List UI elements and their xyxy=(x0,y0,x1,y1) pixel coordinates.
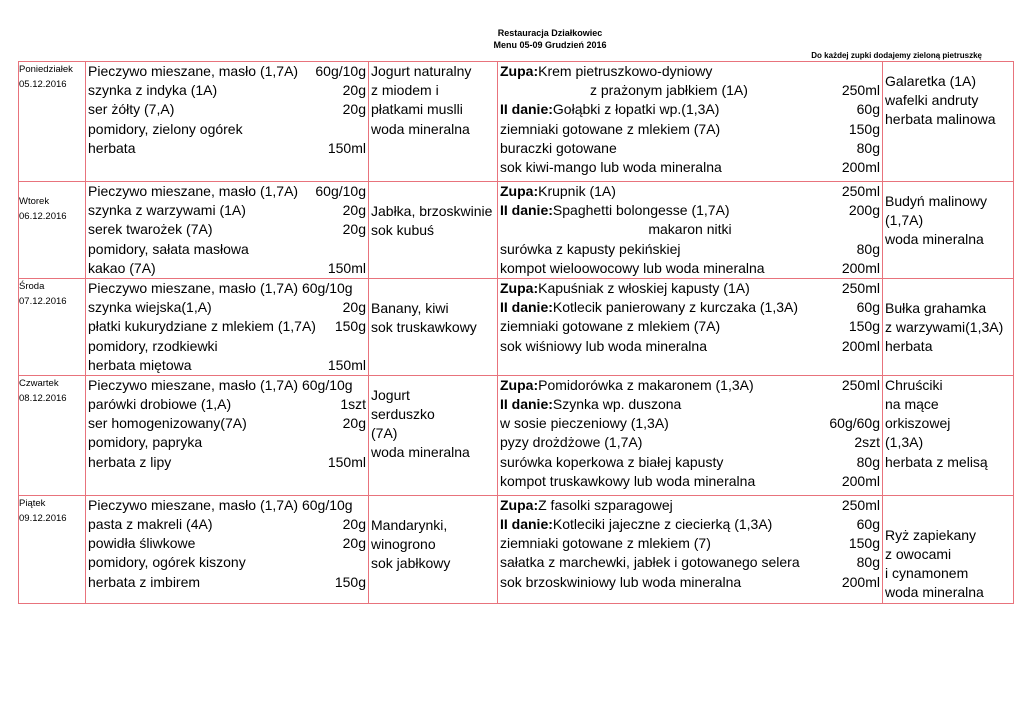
breakfast-item-text: Pieczywo mieszane, masło (1,7A) xyxy=(88,63,299,79)
snack-cell xyxy=(369,278,498,375)
snack-item-text: sok jabłkowy xyxy=(371,555,451,572)
breakfast-item-text: szynka wiejska(1,A) xyxy=(88,299,212,316)
breakfast-item-text: herbata miętowa xyxy=(88,356,192,373)
soup-label: Zupa: xyxy=(500,376,539,393)
snack-item xyxy=(369,81,497,100)
snack-item xyxy=(369,516,497,535)
breakfast-item-text: pasta z makreli (4A) xyxy=(88,516,213,533)
dessert-item xyxy=(883,110,1013,129)
snack-item-text: winogrono xyxy=(371,536,436,553)
soup-line-text: Pomidorówka z makaronem (1,3A) xyxy=(538,376,754,393)
dessert-item-text: z owocami xyxy=(885,546,952,563)
dessert-item xyxy=(883,72,1013,91)
soup-line-amount: 250ml xyxy=(841,496,880,513)
snack-item-text: płatkami muslli xyxy=(371,101,463,118)
dessert-item-text: Budyń malinowy xyxy=(885,193,987,209)
side-item-text: ziemniaki gotowane z mlekiem (7) xyxy=(500,535,711,552)
dessert-item xyxy=(883,91,1013,110)
side-item-text: kompot wieloowocowy lub woda mineralna xyxy=(500,259,765,276)
snack-item xyxy=(369,221,497,240)
breakfast-item xyxy=(86,395,368,414)
breakfast-item-amount: 20g xyxy=(342,221,366,238)
breakfast-item-amount: 20g xyxy=(342,299,366,316)
side-item-amount: 200ml xyxy=(841,259,880,276)
side-item-amount: 150g xyxy=(848,318,880,335)
side-item-text: kompot truskawkowy lub woda mineralna xyxy=(500,472,756,489)
day-name: Środa xyxy=(19,280,45,292)
breakfast-item-text: pomidory, ogórek kiszony xyxy=(88,554,246,571)
soup-label: Zupa: xyxy=(500,496,539,513)
breakfast-cell xyxy=(86,375,369,495)
snack-item xyxy=(369,318,497,337)
side-item-amount: 80g xyxy=(856,139,880,156)
dessert-item-text: Galaretka (1A) xyxy=(885,73,977,89)
soup-line-text: Krem pietruszkowo-dyniowy xyxy=(538,63,713,79)
main-course-label: II danie: xyxy=(500,202,553,219)
dessert-item-text: Ryż zapiekany xyxy=(885,526,977,543)
parsley-note: Do każdej zupki dodajemy zieloną pietruszkę xyxy=(811,51,982,60)
breakfast-item xyxy=(86,553,368,572)
snack-item xyxy=(369,100,497,119)
breakfast-item-amount: 20g xyxy=(342,535,366,552)
snack-item-text: (7A) xyxy=(371,425,398,442)
breakfast-item xyxy=(86,259,368,278)
restaurant-name: Restauracja Działkowiec xyxy=(497,28,603,38)
breakfast-item-amount: 1szt xyxy=(340,396,366,413)
soup-line-2-amount: 250ml xyxy=(841,82,880,99)
breakfast-item-amount: 150g xyxy=(334,318,366,335)
side-item xyxy=(498,259,882,278)
dessert-item xyxy=(883,545,1013,564)
soup-line-text: Krupnik (1A) xyxy=(538,183,616,199)
day-date: 09.12.2016 xyxy=(19,512,67,524)
side-item-amount: 150g xyxy=(848,535,880,552)
weekly-menu-table xyxy=(18,61,1014,604)
dessert-item xyxy=(883,192,1013,211)
breakfast-item-amount: 20g xyxy=(342,82,366,99)
dessert-item xyxy=(883,433,1013,452)
side-item xyxy=(498,553,882,572)
breakfast-item-text: pomidory, papryka xyxy=(88,434,203,451)
dessert-item-text: woda mineralna xyxy=(885,231,984,248)
main-course-line-text: Kotlecik panierowany z kurczaka (1,3A) xyxy=(552,299,799,316)
main-course-label: II danie: xyxy=(500,299,553,316)
day-date: 08.12.2016 xyxy=(19,392,67,404)
snack-item xyxy=(369,535,497,554)
snack-item xyxy=(369,120,497,139)
snack-item-text: Mandarynki, xyxy=(371,516,448,533)
side-item-amount: 200ml xyxy=(841,573,880,590)
soup-line-amount: 250ml xyxy=(841,183,880,199)
breakfast-cell xyxy=(86,278,369,375)
snack-item xyxy=(369,443,497,462)
main-course-line xyxy=(498,298,882,317)
dessert-item-text: z warzywami(1,3A) xyxy=(885,319,1004,336)
lunch-cell xyxy=(498,182,883,279)
breakfast-item xyxy=(86,139,368,158)
dessert-item-text: (1,7A) xyxy=(885,212,924,229)
side-item xyxy=(498,139,882,158)
dessert-item xyxy=(883,318,1013,337)
breakfast-item-text: Pieczywo mieszane, masło (1,7A) 60g/10g xyxy=(88,376,353,393)
breakfast-item xyxy=(86,317,368,336)
main-course-line-text: Szynka wp. duszona xyxy=(552,396,682,413)
soup-line-amount: 250ml xyxy=(841,376,880,393)
dessert-cell xyxy=(883,495,1014,603)
side-item xyxy=(498,472,882,491)
breakfast-item-amount: 20g xyxy=(342,101,366,118)
main-course-line-text: Kotleciki jajeczne z ciecierką (1,3A) xyxy=(552,516,773,533)
snack-item-text: Jogurt xyxy=(371,386,410,403)
day-cell xyxy=(19,62,86,182)
day-name: Wtorek xyxy=(19,196,50,207)
breakfast-item xyxy=(86,120,368,139)
dessert-item-text: (1,3A) xyxy=(885,434,924,451)
soup-line-amount: 250ml xyxy=(841,279,880,296)
snack-cell xyxy=(369,495,498,603)
day-row xyxy=(19,62,1014,182)
dessert-item-text: Bułka grahamka xyxy=(885,299,987,316)
day-date: 06.12.2016 xyxy=(19,211,67,222)
day-row xyxy=(19,495,1014,603)
side-item xyxy=(498,120,882,139)
side-item-amount: 80g xyxy=(856,240,880,257)
side-item-amount: 2szt xyxy=(854,434,880,451)
dessert-item xyxy=(883,299,1013,318)
breakfast-item xyxy=(86,220,368,239)
breakfast-item-amount: 150ml xyxy=(327,259,366,276)
dessert-cell xyxy=(883,182,1014,279)
breakfast-item xyxy=(86,201,368,220)
main-course-label: II danie: xyxy=(500,101,553,118)
side-item xyxy=(498,158,882,177)
dessert-item xyxy=(883,376,1013,395)
snack-item xyxy=(369,554,497,573)
soup-line xyxy=(498,62,882,81)
soup-line xyxy=(498,376,882,395)
breakfast-item-amount: 60g/10g xyxy=(315,183,366,199)
main-course-line-text: Spaghetti bolongesse (1,7A) xyxy=(552,202,730,219)
day-cell xyxy=(19,278,86,375)
snack-item-text: sok truskawkowy xyxy=(371,319,477,336)
menu-period: Menu 05-09 Grudzień 2016 xyxy=(493,40,607,50)
snack-item-text: z miodem i xyxy=(371,82,439,99)
day-date: 05.12.2016 xyxy=(19,79,67,90)
breakfast-item-text: parówki drobiowe (1,A) xyxy=(88,396,232,413)
side-item-text: surówka z kapusty pekińskiej xyxy=(500,240,681,257)
breakfast-item-text: ser żółty (7,A) xyxy=(88,101,175,118)
breakfast-item-text: herbata xyxy=(88,139,136,156)
breakfast-item xyxy=(86,298,368,317)
day-cell xyxy=(19,375,86,495)
dessert-cell xyxy=(883,375,1014,495)
breakfast-item xyxy=(86,356,368,375)
soup-line xyxy=(498,496,882,515)
side-item xyxy=(498,573,882,592)
breakfast-item xyxy=(86,414,368,433)
breakfast-item-text: Pieczywo mieszane, masło (1,7A) 60g/10g xyxy=(88,279,353,296)
side-item xyxy=(498,534,882,553)
side-item-amount: 150g xyxy=(848,120,880,137)
breakfast-item-amount: 150ml xyxy=(327,356,366,373)
breakfast-item-amount: 150ml xyxy=(327,139,366,156)
side-item-text: surówka koperkowa z białej kapusty xyxy=(500,453,724,470)
breakfast-item-text: Pieczywo mieszane, masło (1,7A) xyxy=(88,183,299,199)
breakfast-item-text: pomidory, zielony ogórek xyxy=(88,120,243,137)
snack-item-text: woda mineralna xyxy=(371,444,470,461)
breakfast-item xyxy=(86,182,368,201)
breakfast-cell xyxy=(86,182,369,279)
side-item-text: sok wiśniowy lub woda mineralna xyxy=(500,337,707,354)
dessert-item-text: Chruściki xyxy=(885,376,943,393)
breakfast-item-text: pomidory, sałata masłowa xyxy=(88,240,249,257)
side-item-text: pyzy drożdżowe (1,7A) xyxy=(500,434,643,451)
soup-label: Zupa: xyxy=(500,279,539,296)
snack-item xyxy=(369,424,497,443)
side-item xyxy=(498,453,882,472)
soup-line-text: Z fasolki szparagowej xyxy=(538,496,673,513)
breakfast-item xyxy=(86,100,368,119)
dessert-item-text: woda mineralna xyxy=(885,584,984,601)
breakfast-item xyxy=(86,337,368,356)
breakfast-item-amount: 150g xyxy=(334,573,366,590)
breakfast-item-text: ser homogenizowany(7A) xyxy=(88,415,247,432)
dessert-item xyxy=(883,414,1013,433)
snack-cell xyxy=(369,375,498,495)
snack-cell xyxy=(369,62,498,182)
dessert-item-text: herbata xyxy=(885,338,933,355)
breakfast-item-amount: 20g xyxy=(342,415,366,432)
dessert-item xyxy=(883,564,1013,583)
snack-item-text: woda mineralna xyxy=(371,120,470,137)
side-item xyxy=(498,317,882,336)
lunch-cell xyxy=(498,375,883,495)
dessert-item xyxy=(883,583,1013,602)
breakfast-item xyxy=(86,81,368,100)
main-course-line-amount: 60g xyxy=(856,299,880,316)
main-course-label: II danie: xyxy=(500,396,553,413)
main-course-label: II danie: xyxy=(500,516,553,533)
breakfast-item xyxy=(86,496,368,515)
lunch-cell xyxy=(498,62,883,182)
dessert-item-text: orkiszowej xyxy=(885,415,951,432)
breakfast-item-text: herbata z lipy xyxy=(88,453,172,470)
snack-item-text: Jabłka, brzoskwinie xyxy=(371,203,493,219)
snack-item xyxy=(369,405,497,424)
breakfast-item-text: herbata z imbirem xyxy=(88,573,201,590)
main-course-line-amount: 60g xyxy=(856,516,880,533)
main-course-line-amount: 60g xyxy=(856,101,880,118)
snack-item-text: sok kubuś xyxy=(371,222,435,239)
day-date: 07.12.2016 xyxy=(19,295,67,307)
breakfast-item xyxy=(86,279,368,298)
main-course-line-amount: 200g xyxy=(848,202,880,219)
breakfast-item-amount: 20g xyxy=(342,516,366,533)
main-course-line-2 xyxy=(498,220,882,239)
dessert-item-text: i cynamonem xyxy=(885,565,969,582)
breakfast-item-text: Pieczywo mieszane, masło (1,7A) 60g/10g xyxy=(88,496,353,513)
breakfast-item-amount: 60g/10g xyxy=(315,63,366,79)
breakfast-item-amount: 150ml xyxy=(327,453,366,470)
dessert-item-text: herbata z melisą xyxy=(885,453,988,470)
breakfast-item xyxy=(86,534,368,553)
side-item-text: sok kiwi-mango lub woda mineralna xyxy=(500,158,722,175)
side-item-text: ziemniaki gotowane z mlekiem (7A) xyxy=(500,120,721,137)
soup-label: Zupa: xyxy=(500,183,539,199)
side-item-amount: 80g xyxy=(856,554,880,571)
day-name: Piątek xyxy=(19,497,46,509)
breakfast-item xyxy=(86,453,368,472)
breakfast-item xyxy=(86,515,368,534)
day-row xyxy=(19,182,1014,279)
snack-item xyxy=(369,62,497,81)
soup-line xyxy=(498,279,882,298)
main-course-line xyxy=(498,100,882,119)
breakfast-item-text: pomidory, rzodkiewki xyxy=(88,337,218,354)
side-item-amount: 200ml xyxy=(841,158,880,175)
side-item-text: ziemniaki gotowane z mlekiem (7A) xyxy=(500,318,721,335)
side-item-text: w sosie pieczeniowy (1,3A) xyxy=(500,415,669,432)
dessert-item-text: wafelki andruty xyxy=(885,92,979,109)
breakfast-cell xyxy=(86,62,369,182)
soup-line-2-text: z prażonym jabłkiem (1A) xyxy=(589,82,748,99)
breakfast-item-text: szynka z warzywami (1A) xyxy=(88,202,246,219)
side-item-amount: 80g xyxy=(856,453,880,470)
side-item-text: sok brzoskwiniowy lub woda mineralna xyxy=(500,573,742,590)
dessert-item-text: na mące xyxy=(885,396,939,413)
soup-line xyxy=(498,182,882,201)
breakfast-item-text: kakao (7A) xyxy=(88,259,156,276)
soup-line-2 xyxy=(498,81,882,100)
lunch-cell xyxy=(498,278,883,375)
breakfast-item xyxy=(86,240,368,259)
breakfast-item-text: powidła śliwkowe xyxy=(88,535,196,552)
lunch-cell xyxy=(498,495,883,603)
side-item-amount: 200ml xyxy=(841,337,880,354)
day-row xyxy=(19,278,1014,375)
side-item xyxy=(498,337,882,356)
day-name: Poniedziałek xyxy=(19,64,73,75)
soup-line-text: Kapuśniak z włoskiej kapusty (1A) xyxy=(538,279,750,296)
snack-cell xyxy=(369,182,498,279)
breakfast-item xyxy=(86,433,368,452)
dessert-item xyxy=(883,526,1013,545)
main-course-line-2-text: makaron nitki xyxy=(648,221,732,238)
soup-label: Zupa: xyxy=(500,63,539,79)
breakfast-cell xyxy=(86,495,369,603)
main-course-line xyxy=(498,201,882,220)
dessert-item xyxy=(883,211,1013,230)
breakfast-item-text: serek twarożek (7A) xyxy=(88,221,213,238)
day-row xyxy=(19,375,1014,495)
breakfast-item-text: szynka z indyka (1A) xyxy=(88,82,218,99)
breakfast-item-text: płatki kukurydziane z mlekiem (1,7A) xyxy=(88,318,316,335)
breakfast-item xyxy=(86,376,368,395)
day-name: Czwartek xyxy=(19,377,59,389)
breakfast-item xyxy=(86,62,368,81)
snack-item xyxy=(369,299,497,318)
side-item-amount: 60g/60g xyxy=(829,415,880,432)
dessert-item xyxy=(883,230,1013,249)
snack-item-text: Banany, kiwi xyxy=(371,299,449,316)
dessert-item xyxy=(883,337,1013,356)
day-cell xyxy=(19,182,86,279)
side-item-text: buraczki gotowane xyxy=(500,139,617,156)
dessert-item-text: herbata malinowa xyxy=(885,111,996,128)
breakfast-item xyxy=(86,573,368,592)
breakfast-item-amount: 20g xyxy=(342,202,366,219)
side-item-amount: 200ml xyxy=(841,472,880,489)
snack-item-text: serduszko xyxy=(371,406,435,423)
day-cell xyxy=(19,495,86,603)
snack-item-text: Jogurt naturalny xyxy=(371,63,472,79)
main-course-line-text: Gołąbki z łopatki wp.(1,3A) xyxy=(552,101,720,118)
main-course-line xyxy=(498,395,882,414)
main-course-line xyxy=(498,515,882,534)
snack-item xyxy=(369,202,497,221)
side-item-text: sałatka z marchewki, jabłek i gotowanego selera xyxy=(500,554,800,571)
dessert-cell xyxy=(883,62,1014,182)
side-item xyxy=(498,414,882,433)
dessert-cell xyxy=(883,278,1014,375)
dessert-item xyxy=(883,395,1013,414)
snack-item xyxy=(369,386,497,405)
side-item xyxy=(498,240,882,259)
side-item xyxy=(498,433,882,452)
dessert-item xyxy=(883,453,1013,472)
